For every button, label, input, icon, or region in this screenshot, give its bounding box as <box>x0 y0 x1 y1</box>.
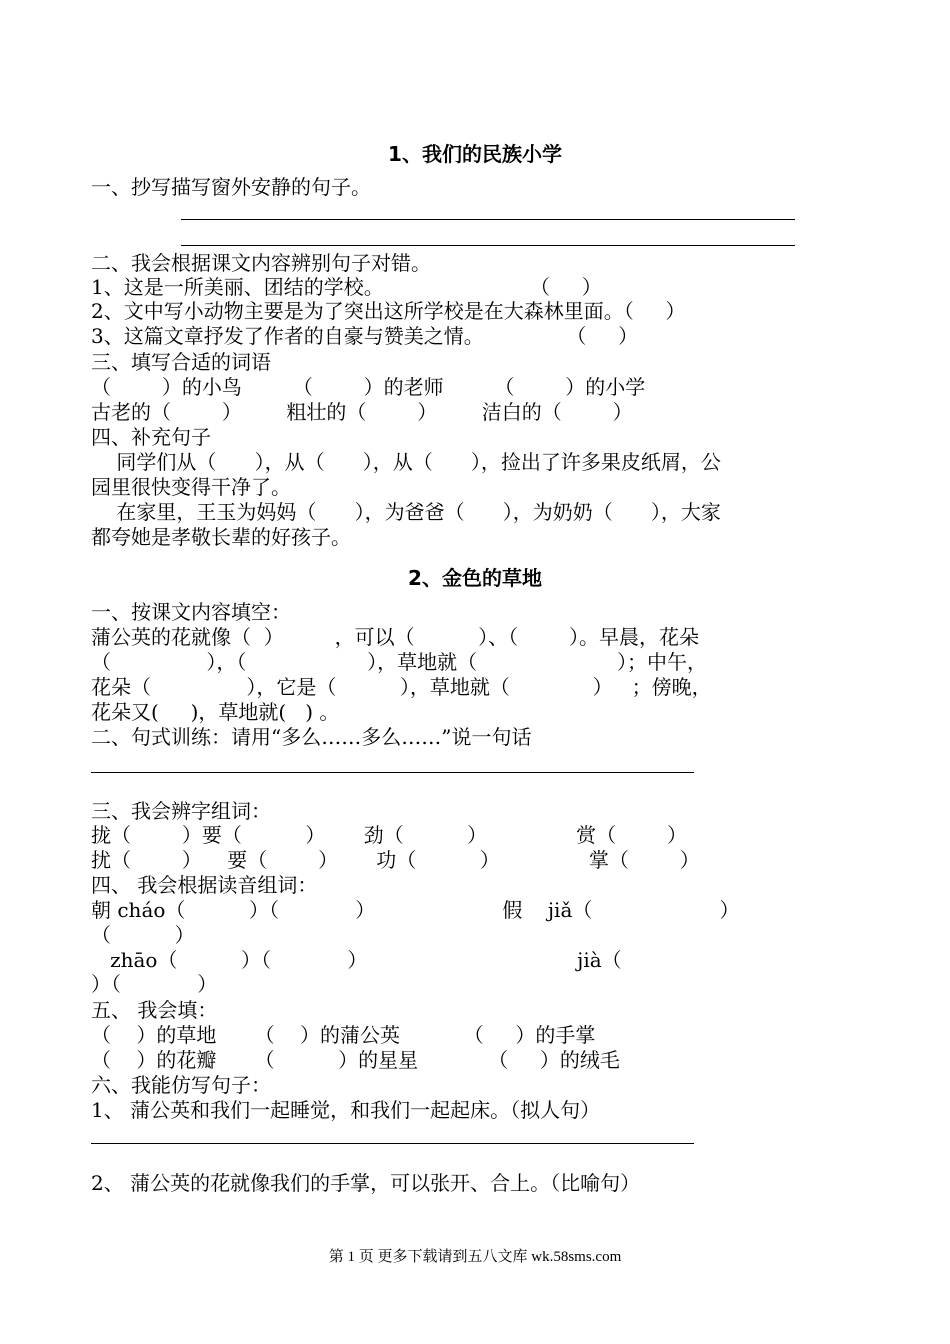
lesson1-q4: 四、补充句子 <box>91 425 211 449</box>
lesson2-q4-row3: zhāo（ ）（ ） jià（ <box>91 948 622 972</box>
lesson2-q2: 二、句式训练：请用“多么……多么……”说一句话 <box>91 725 532 749</box>
lesson2-q5: 五、 我会填： <box>91 998 218 1022</box>
lesson2-q3-row1: 拢（ ）要（ ） 劲（ ） 赏（ ） <box>91 823 688 847</box>
lesson1-title: 1、我们的民族小学 <box>388 142 562 166</box>
lesson1-q4-p1b: 园里很快变得干净了。 <box>91 475 291 499</box>
lesson2-q1-line2: （ ），（ ），草地就（ ）；中午， <box>91 650 708 674</box>
lesson1-q2-item2: 2、文中写小动物主要是为了突出这所学校是在大森林里面。（ ） <box>91 299 686 323</box>
lesson2-q4-row4: ）（ ） <box>91 972 218 996</box>
lesson1-q3-row1: （ ）的小鸟 （ ）的老师 （ ）的小学 <box>91 375 646 399</box>
lesson2-q3: 三、我会辨字组词： <box>91 799 271 823</box>
lesson2-q5-row2: （ ）的花瓣 （ ）的星星 （ ）的绒毛 <box>91 1048 620 1072</box>
page-footer: 第 1 页 更多下载请到五八文库 wk.58sms.com <box>328 1249 622 1265</box>
lesson1-q1: 一、抄写描写窗外安静的句子。 <box>91 175 371 199</box>
lesson2-title: 2、金色的草地 <box>408 566 542 590</box>
lesson2-q4-row2: （ ） <box>91 923 195 947</box>
answer-line[interactable] <box>91 1143 694 1144</box>
lesson2-q1-line3: 花朵（ ），它是（ ），草地就（ ） ；傍晚， <box>91 675 712 699</box>
lesson2-q6-item2: 2、 蒲公英的花就像我们的手掌，可以张开、合上。（比喻句） <box>91 1171 641 1195</box>
lesson2-q3-row2: 扰（ ） 要（ ） 功（ ） 掌（ ） <box>91 848 700 872</box>
lesson1-q4-p1a: 同学们从（ ），从（ ），从（ ），捡出了许多果皮纸屑，公 <box>91 450 721 474</box>
lesson1-q3-row2: 古老的（ ） 粗壮的（ ） 洁白的（ ） <box>91 400 633 424</box>
lesson2-q1-line1: 蒲公英的花就像（ ） ，可以（ ）、（ ）。早晨，花朵 <box>91 625 700 649</box>
lesson1-q2-item1: 1、这是一所美丽、团结的学校。 （ ） <box>91 275 602 299</box>
lesson2-q6: 六、我能仿写句子： <box>91 1073 271 1097</box>
lesson1-q2-item3: 3、这篇文章抒发了作者的自豪与赞美之情。 （ ） <box>91 324 639 348</box>
lesson2-q1: 一、按课文内容填空： <box>91 600 291 624</box>
answer-line[interactable] <box>181 245 795 246</box>
lesson2-q1-line4: 花朵又( )，草地就( ) 。 <box>91 700 340 724</box>
lesson2-q4-row1: 朝 cháo（ ）（ ） 假 jiǎ（ ） <box>91 898 740 922</box>
answer-line[interactable] <box>181 219 795 220</box>
lesson1-q3: 三、填写合适的词语 <box>91 350 271 374</box>
answer-line[interactable] <box>91 772 694 773</box>
lesson2-q4: 四、 我会根据读音组词： <box>91 873 318 897</box>
lesson2-q5-row1: （ ）的草地 （ ）的蒲公英 （ ）的手掌 <box>91 1023 596 1047</box>
lesson2-q6-item1: 1、 蒲公英和我们一起睡觉，和我们一起起床。（拟人句） <box>91 1098 601 1122</box>
lesson1-q2: 二、我会根据课文内容辨别句子对错。 <box>91 251 431 275</box>
lesson1-q4-p2a: 在家里，王玉为妈妈（ ），为爸爸（ ），为奶奶（ ），大家 <box>91 500 721 524</box>
lesson1-q4-p2b: 都夸她是孝敬长辈的好孩子。 <box>91 525 351 549</box>
